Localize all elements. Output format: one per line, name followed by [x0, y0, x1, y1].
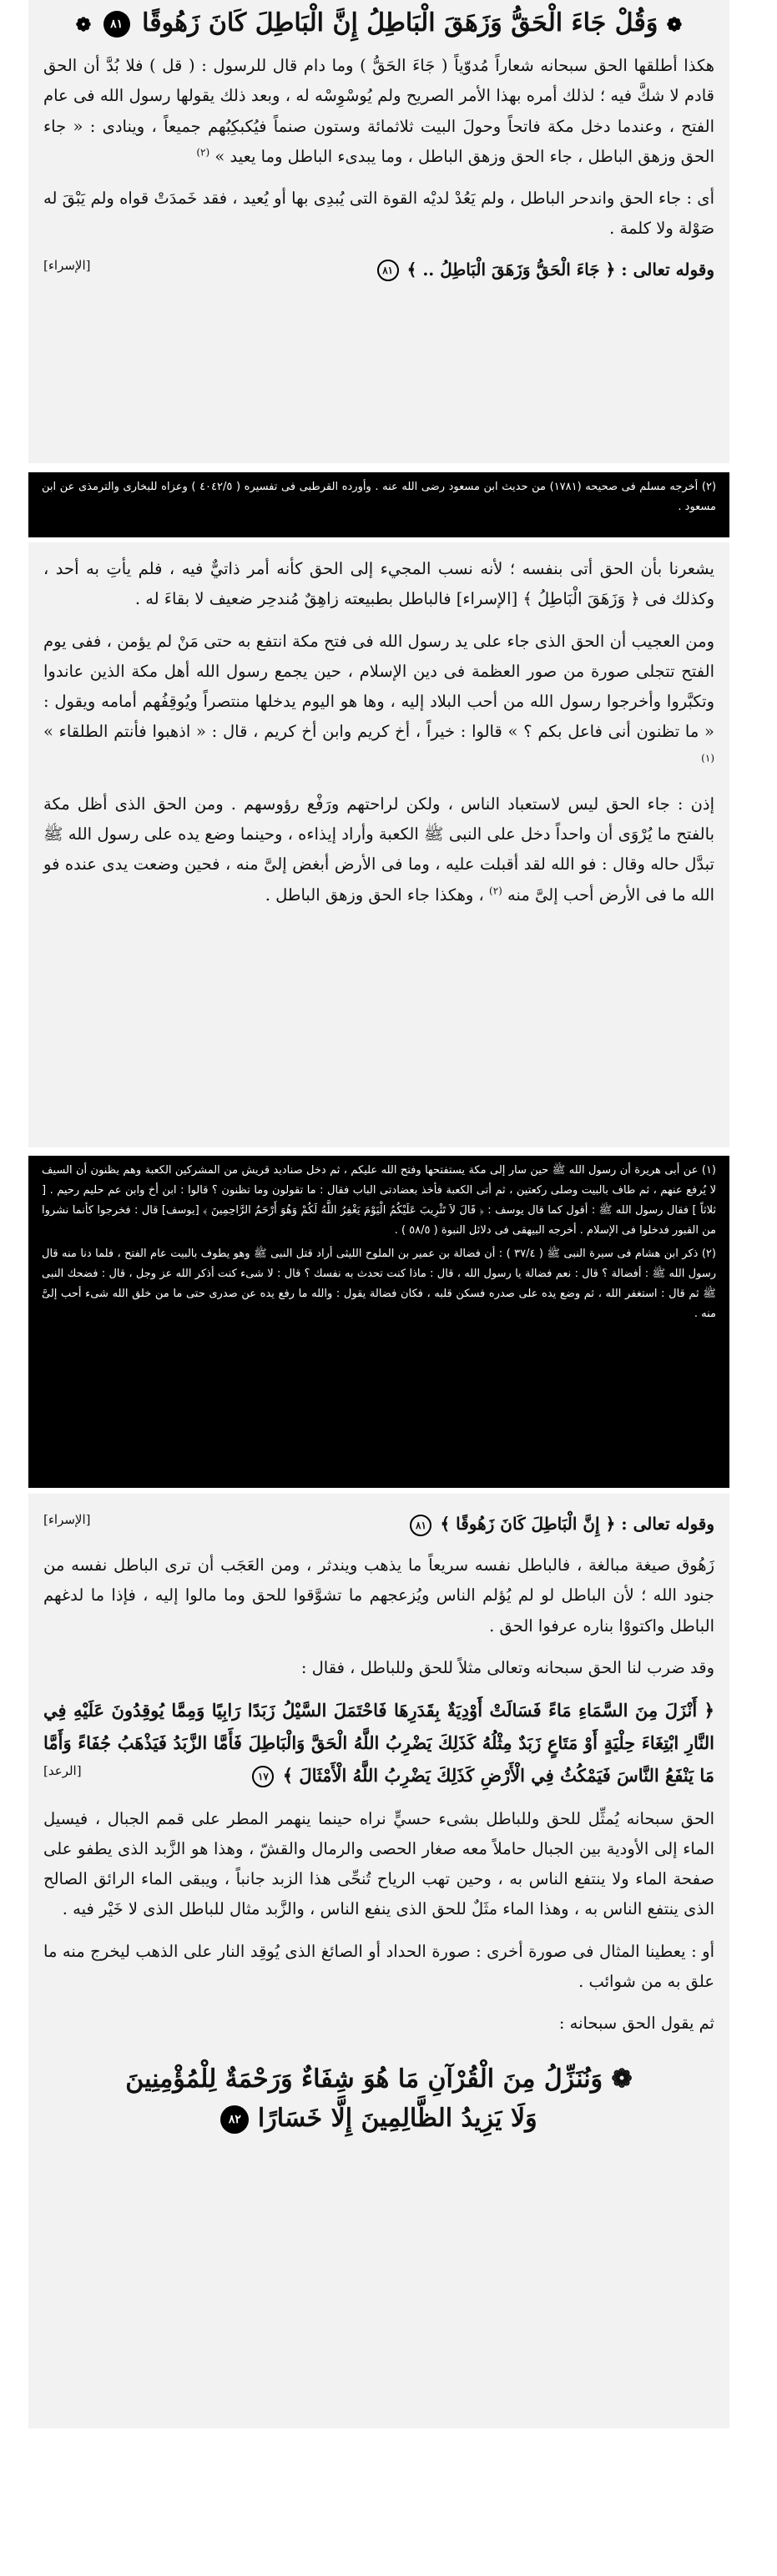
ayah-number: ١٧ [252, 1766, 274, 1787]
paragraph: ثم يقول الحق سبحانه : [558, 2014, 714, 2034]
footnote-box [28, 472, 729, 537]
quote-text [407, 1509, 714, 1539]
paragraph [28, 51, 729, 172]
quote-text [375, 255, 714, 285]
ayah-banner [28, 0, 729, 39]
section-bottom [28, 1494, 729, 2428]
paragraph: أى : جاء الحق واندحر الباطل ، ولم يَعُدْ لديْه القوة التى يُبدِى بها أو يُعيد ، فقد خَمدَتْ قواه ولم يَبْقَ له صَوْلة ولا كلمة . [43, 189, 714, 239]
ayah-text: وَنُنَزِّلُ مِنَ الْقُرْآنِ مَا هُوَ شِفَاءٌ وَرَحْمَةٌ لِلْمُؤْمِنِينَ [125, 2064, 603, 2095]
paragraph-text: إذن : جاء الحق ليس لاستعباد الناس ، ولكن لراحتهم ورَفْع رؤوسهم . ومن الحق الذى أظل مكة بالفتح ما يُرْوَى أن واحداً دخل على النبى ﷺ الكعبة وأراد إيذاءه ، وحينما وضع يده على رسول الله ﷺ تبدَّل حاله وقال : فو الله لقد أقبلت عليه ، وما فى الأرض أبغض إلىَّ منه ، فحين وضعت يدى عنده فو الله ما فى الأرض أحب إلىَّ منه [43, 794, 714, 905]
ayah-number: ٨١ [377, 260, 399, 281]
footnote-ref[interactable]: (٢) [489, 885, 502, 897]
paragraph: يشعرنا بأن الحق أتى بنفسه ؛ لأنه نسب المجيء إلى الحق كأنه أمر ذاتيٌّ فيه ، فلم يأتِ به أحد ، وكذلك فى ﴿ وَزَهَقَ الْبَاطِلُ ﴾ [الإسراء] فالباطل بطبيعته زاهِقٌ مُندحِر ضعيف لا بقاءَ له . [43, 559, 714, 609]
paragraph: زَهُوق صيغة مبالغة ، فالباطل نفسه سريعاً ما يذهب ويندثر ، ومن العَجَب أن ترى الباطل نفسه من جنود الله ؛ لأن الباطل لو لم يُؤلم الناس ويُزعجهم ما تشوَّقوا للحق وما مالوا إليه ، فإذا ما لدغهم الباطل واكتووْا بناره عرفوا الحق . [43, 1555, 714, 1636]
footnote-text: (٢) أخرجه مسلم فى صحيحه (١٧٨١) من حديث ابن مسعود رضى الله عنه . وأورده القرطبى فى تفسيره ( ٤٠٤٢/٥ ) وعزاه للبخارى والترمذى عن ابن مسعود . [42, 481, 717, 514]
footnote-text: (٢) ذكر ابن هشام فى سيرة النبى ﷺ ( ٣٧/٤ ) : أن فضالة بن عمير بن الملوح الليثى أراد قتل النبى ﷺ وهو يطوف بالبيت عام الفتح ، فلما دنا منه قال رسول الله ﷺ : أفضالة ؟ قال : نعم فضالة يا رسول الله ، قال : ماذا كنت تحدث به نفسك ؟ قال : لا شىء كنت أذكر الله عز وجل ، قال : فضحك النبى ﷺ ثم قال : استغفر الله ، ثم وضع يده على صدره فسكن قلبه ، فكان فضالة يقول : والله ما رفع يده عن صدرى حتى ما من خلق الله شىء أحب إلىَّ منه . [42, 1248, 716, 1321]
quran-text: ﴿ أَنْزَلَ مِنَ السَّمَاءِ مَاءً فَسَالَتْ أَوْدِيَةٌ بِقَدَرِهَا فَاحْتَمَلَ السَّيْلُ زَبَدًا رَابِيًا وَمِمَّا يُوقِدُونَ عَلَيْهِ فِي النَّارِ ابْتِغَاءَ حِلْيَةٍ أَوْ مَتَاعٍ زَبَدٌ مِثْلُهُ كَذَلِكَ يَضْرِبُ اللَّهُ الْحَقَّ وَالْبَاطِلَ فَأَمَّا الزَّبَدُ فَيَذْهَبُ جُفَاءً وَأَمَّا مَا يَنْفَعُ النَّاسَ فَيَمْكُثُ فِي الْأَرْضِ كَذَلِكَ يَضْرِبُ اللَّهُ الْأَمْثَالَ ﴾ [43, 1700, 714, 1786]
paragraph: الحق سبحانه يُمثِّل للحق وللباطل بشىء حسيٍّ نراه حينما ينهمر المطر على قمم الجبال ، فيسيل الماء إلى الأودية بين الجبال حاملاً معه صغار الحصى والرمال والقشّ ، وهذا هو الزَّبد الذى يطفو على صفحة الماء ولا ينتفع الناس به ، وحين تهب الرياح تُنحِّى هذا الزبد جانباً ، ويبقى الماء الرائق الصالح الذى ينتفع الناس به ، وهذا الماء مثَلٌ للحق الذى ينفع الناس ، والزَّبد مثال للباطل الذى لا خَيْر فيه . [43, 1808, 714, 1919]
section-top [28, 0, 729, 463]
surah-tag: [الرعد] [43, 1762, 82, 1778]
footnote-text: (١) عن أبى هريرة أن رسول الله ﷺ حين سار إلى مكة يستفتحها وفتح الله عليكم ، ثم دخل صناديد قريش من المشركين الكعبة وهم يظنون أن السيف لا يُرفع عنهم ، ثم طاف بالبيت وصلى ركعتين ، ثم أتى الكعبة فأخذ بعضادتى الباب فقال : ما تقولون وما تظنون ؟ قالوا : ابن أخ وابن عم حليم رحيم . [ ثلاثاً ] فقال رسول الله ﷺ : أقول كما قال يوسف : ﴿ قَالَ لاَ تَثْرِيبَ عَلَيْكُمُ الْيَوْمَ يَغْفِرُ اللَّهُ لَكُمْ وَهُوَ أَرْحَمُ الرَّاحِمِينَ ﴾ [يوسف] قال : فخرجوا كأنما نشروا من القبور فدخلوا فى الإسلام . أخرجه البيهقى فى دلائل النبوة ( ٥٨/٥ ) . [42, 1164, 716, 1238]
paragraph: أو : يعطينا المثال فى صورة أخرى : صورة الحداد أو الصائغ الذى يُوقِد النار على الذهب ليخرج منه ما علق به من شوائب . [43, 1941, 714, 1991]
ayah-number: ٨١ [410, 1515, 431, 1536]
footnote-ref[interactable]: (١) [701, 752, 714, 764]
bottom-ayah [28, 2060, 729, 2138]
quote-line [28, 1509, 729, 1539]
paragraph [28, 789, 729, 910]
ornament-icon: ❁ [611, 2064, 633, 2095]
section-middle [28, 542, 729, 1147]
ayah-number-badge: ٨٢ [220, 2105, 249, 2134]
ayah-line-2 [28, 2100, 729, 2139]
quote-ayah: وقوله تعالى : ﴿ إِنَّ الْبَاطِلَ كَانَ زَهُوقًا ﴾ [440, 1514, 714, 1534]
quran-block [28, 1695, 729, 1792]
ayah-line-1 [28, 2060, 729, 2100]
paragraph-text: ومن العجيب أن الحق الذى جاء على يد رسول الله فى فتح مكة انتفع به حتى مَنْ لم يؤمن ، ففى يوم الفتح تتجلى صورة من صور العظمة فى دين الإسلام ، حين يجمع رسول الله أهل مكة الذين عاندوا وتكبَّروا وأخرجوا رسول الله من أحب البلاد إليه ، وها هو اليوم يدخلها منتصراً ويُوقِفُهم أمامه ويقول : « ما تظنون أنى فاعل بكم ؟ » قالوا : خيراً ، أخ كريم وابن أخ كريم ، قال : « اذهبوا فأنتم الطلقاء » [43, 631, 714, 742]
footnote-box [28, 1156, 729, 1488]
footnote-ref[interactable]: (٢) [196, 146, 210, 159]
ayah-text: وَلَا يَزِيدُ الظَّالِمِينَ إِلَّا خَسَارًا [257, 2103, 537, 2133]
paragraph-text: هكذا أطلقها الحق سبحانه شعاراً مُدوّياً ( جَاءَ الحَقُّ ) وما دام قال للرسول : ( قل ) فلا بُدَّ أن الحق قادم لا شكَّ فيه ؛ لذلك أمره بهذا الأمر الصريح ولم يُوسْوِسْه له ، وبعد ذلك يقولها رسول الله فى عام الفتح ، وعندما دخل مكة فاتحاً وحولَ البيت ثلاثمائة وستون صنماً فيُكبكِبُهم جميعاً ، وينادى : « جاء الحق وزهق الباطل ، جاء الحق وزهق الباطل ، وما يبدىء الباطل وما يعيد » [43, 56, 714, 166]
ayah-text: وَقُلْ جَاءَ الْحَقُّ وَزَهَقَ الْبَاطِلُ إِنَّ الْبَاطِلَ كَانَ زَهُوقًا [142, 8, 658, 38]
ornament-left-icon: ❁ [666, 14, 683, 36]
surah-tag: [الإسراء] [43, 257, 91, 273]
paragraph-text: ، وهكذا جاء الحق وزهق الباطل . [265, 885, 484, 905]
paragraph: وقد ضرب لنا الحق سبحانه وتعالى مثلاً للحق وللباطل ، فقال : [300, 1657, 714, 1677]
quote-line [28, 255, 729, 285]
ornament-right-icon: ❁ [75, 14, 92, 36]
ayah-number-badge: ٨١ [103, 11, 130, 38]
surah-tag: [الإسراء] [43, 1512, 91, 1527]
paragraph [28, 627, 729, 778]
quote-ayah: وقوله تعالى : ﴿ جَاءَ الْحَقُّ وَزَهَقَ الْبَاطِلُ .. ﴾ [406, 259, 714, 280]
